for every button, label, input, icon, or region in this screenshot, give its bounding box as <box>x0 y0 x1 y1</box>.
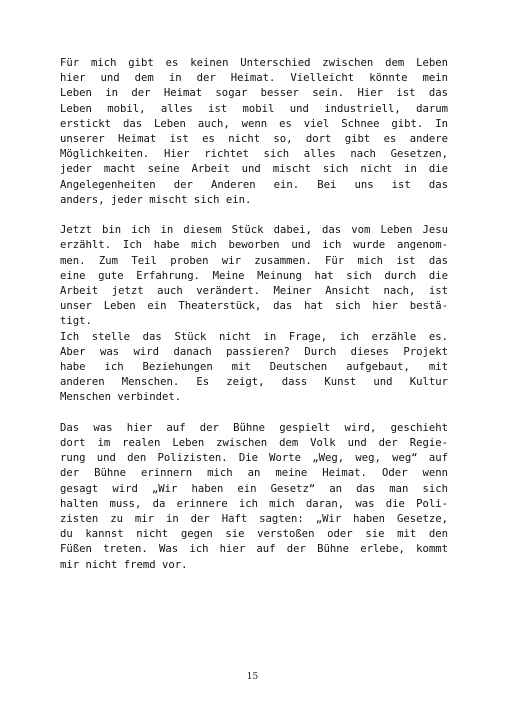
text-line: tigt. <box>60 315 92 328</box>
text-line: men. Zum Teil proben wir zusammen. Für mich ist das <box>60 254 448 267</box>
text-line: Ich stelle das Stück nicht in Frage, ich erzähle es. <box>60 330 448 343</box>
text-line: eine gute Erfahrung. Meine Meinung hat sich durch die <box>60 269 448 282</box>
paragraph-2 <box>60 223 448 405</box>
text-line: hier und dem in der Heimat. Vielleicht könnte mein <box>60 72 448 85</box>
text-line: gesagt wird „Wir haben ein Gesetz“ an das man sich <box>60 482 448 495</box>
paragraph-spacer <box>60 406 448 421</box>
text-line: Möglichkeiten. Hier richtet sich alles nach Gesetzen, <box>60 148 448 161</box>
text-line: unserer Heimat ist es nicht so, dort gibt es andere <box>60 133 448 146</box>
text-line: Das was hier auf der Bühne gespielt wird, geschieht <box>60 421 448 434</box>
text-line: Menschen verbindet. <box>60 391 182 404</box>
page-number: 15 <box>246 672 259 682</box>
text-line: zisten zu mir in der Haft sagten: „Wir haben Gesetze, <box>60 513 448 526</box>
text-line: Für mich gibt es keinen Unterschied zwischen dem Leben <box>60 57 448 69</box>
text-line: unser Leben ein Theaterstück, das hat sich hier bestä- <box>60 300 448 313</box>
text-line: dort im realen Leben zwischen dem Volk und der Regie- <box>60 437 448 450</box>
text-line: rung und den Polizisten. Die Worte „Weg, weg, weg“ auf <box>60 452 448 465</box>
text-line: habe ich Beziehungen mit Deutschen aufgebaut, mit <box>60 361 448 374</box>
text-line: Arbeit jetzt auch verändert. Meiner Ansicht nach, ist <box>60 285 448 298</box>
paragraph-1 <box>60 56 448 208</box>
text-line: Aber was wird danach passieren? Durch dieses Projekt <box>60 345 448 358</box>
text-line: du kannst nicht gegen sie verstoßen oder sie mit den <box>60 528 448 541</box>
paragraph-spacer <box>60 208 448 223</box>
text-line: Leben in der Heimat sogar besser sein. Hier ist das <box>60 87 448 100</box>
body-text <box>60 56 448 573</box>
text-line: Leben mobil, alles ist mobil und industriell, darum <box>60 102 448 115</box>
text-line: halten muss, da erinnere ich mich daran, was die Poli- <box>60 497 448 510</box>
text-line: jeder macht seine Arbeit und mischt sich nicht in die <box>60 163 448 176</box>
text-line: anders, jeder mischt sich ein. <box>60 193 252 206</box>
text-line: Füßen treten. Was ich hier auf der Bühne erlebe, kommt <box>60 543 448 556</box>
text-line: erstickt das Leben auch, wenn es viel Schnee gibt. In <box>60 117 448 130</box>
text-line: Angelegenheiten der Anderen ein. Bei uns ist das <box>60 178 448 191</box>
text-line: Jetzt bin ich in diesem Stück dabei, das vom Leben Jesu <box>60 224 448 237</box>
text-line: der Bühne erinnern mich an meine Heimat. Oder wenn <box>60 467 448 480</box>
text-line: anderen Menschen. Es zeigt, dass Kunst und Kultur <box>60 376 448 389</box>
text-line: erzählt. Ich habe mich beworben und ich wurde angenom- <box>60 239 448 252</box>
text-line: mir nicht fremd vor. <box>60 558 188 571</box>
paragraph-3 <box>60 421 448 573</box>
